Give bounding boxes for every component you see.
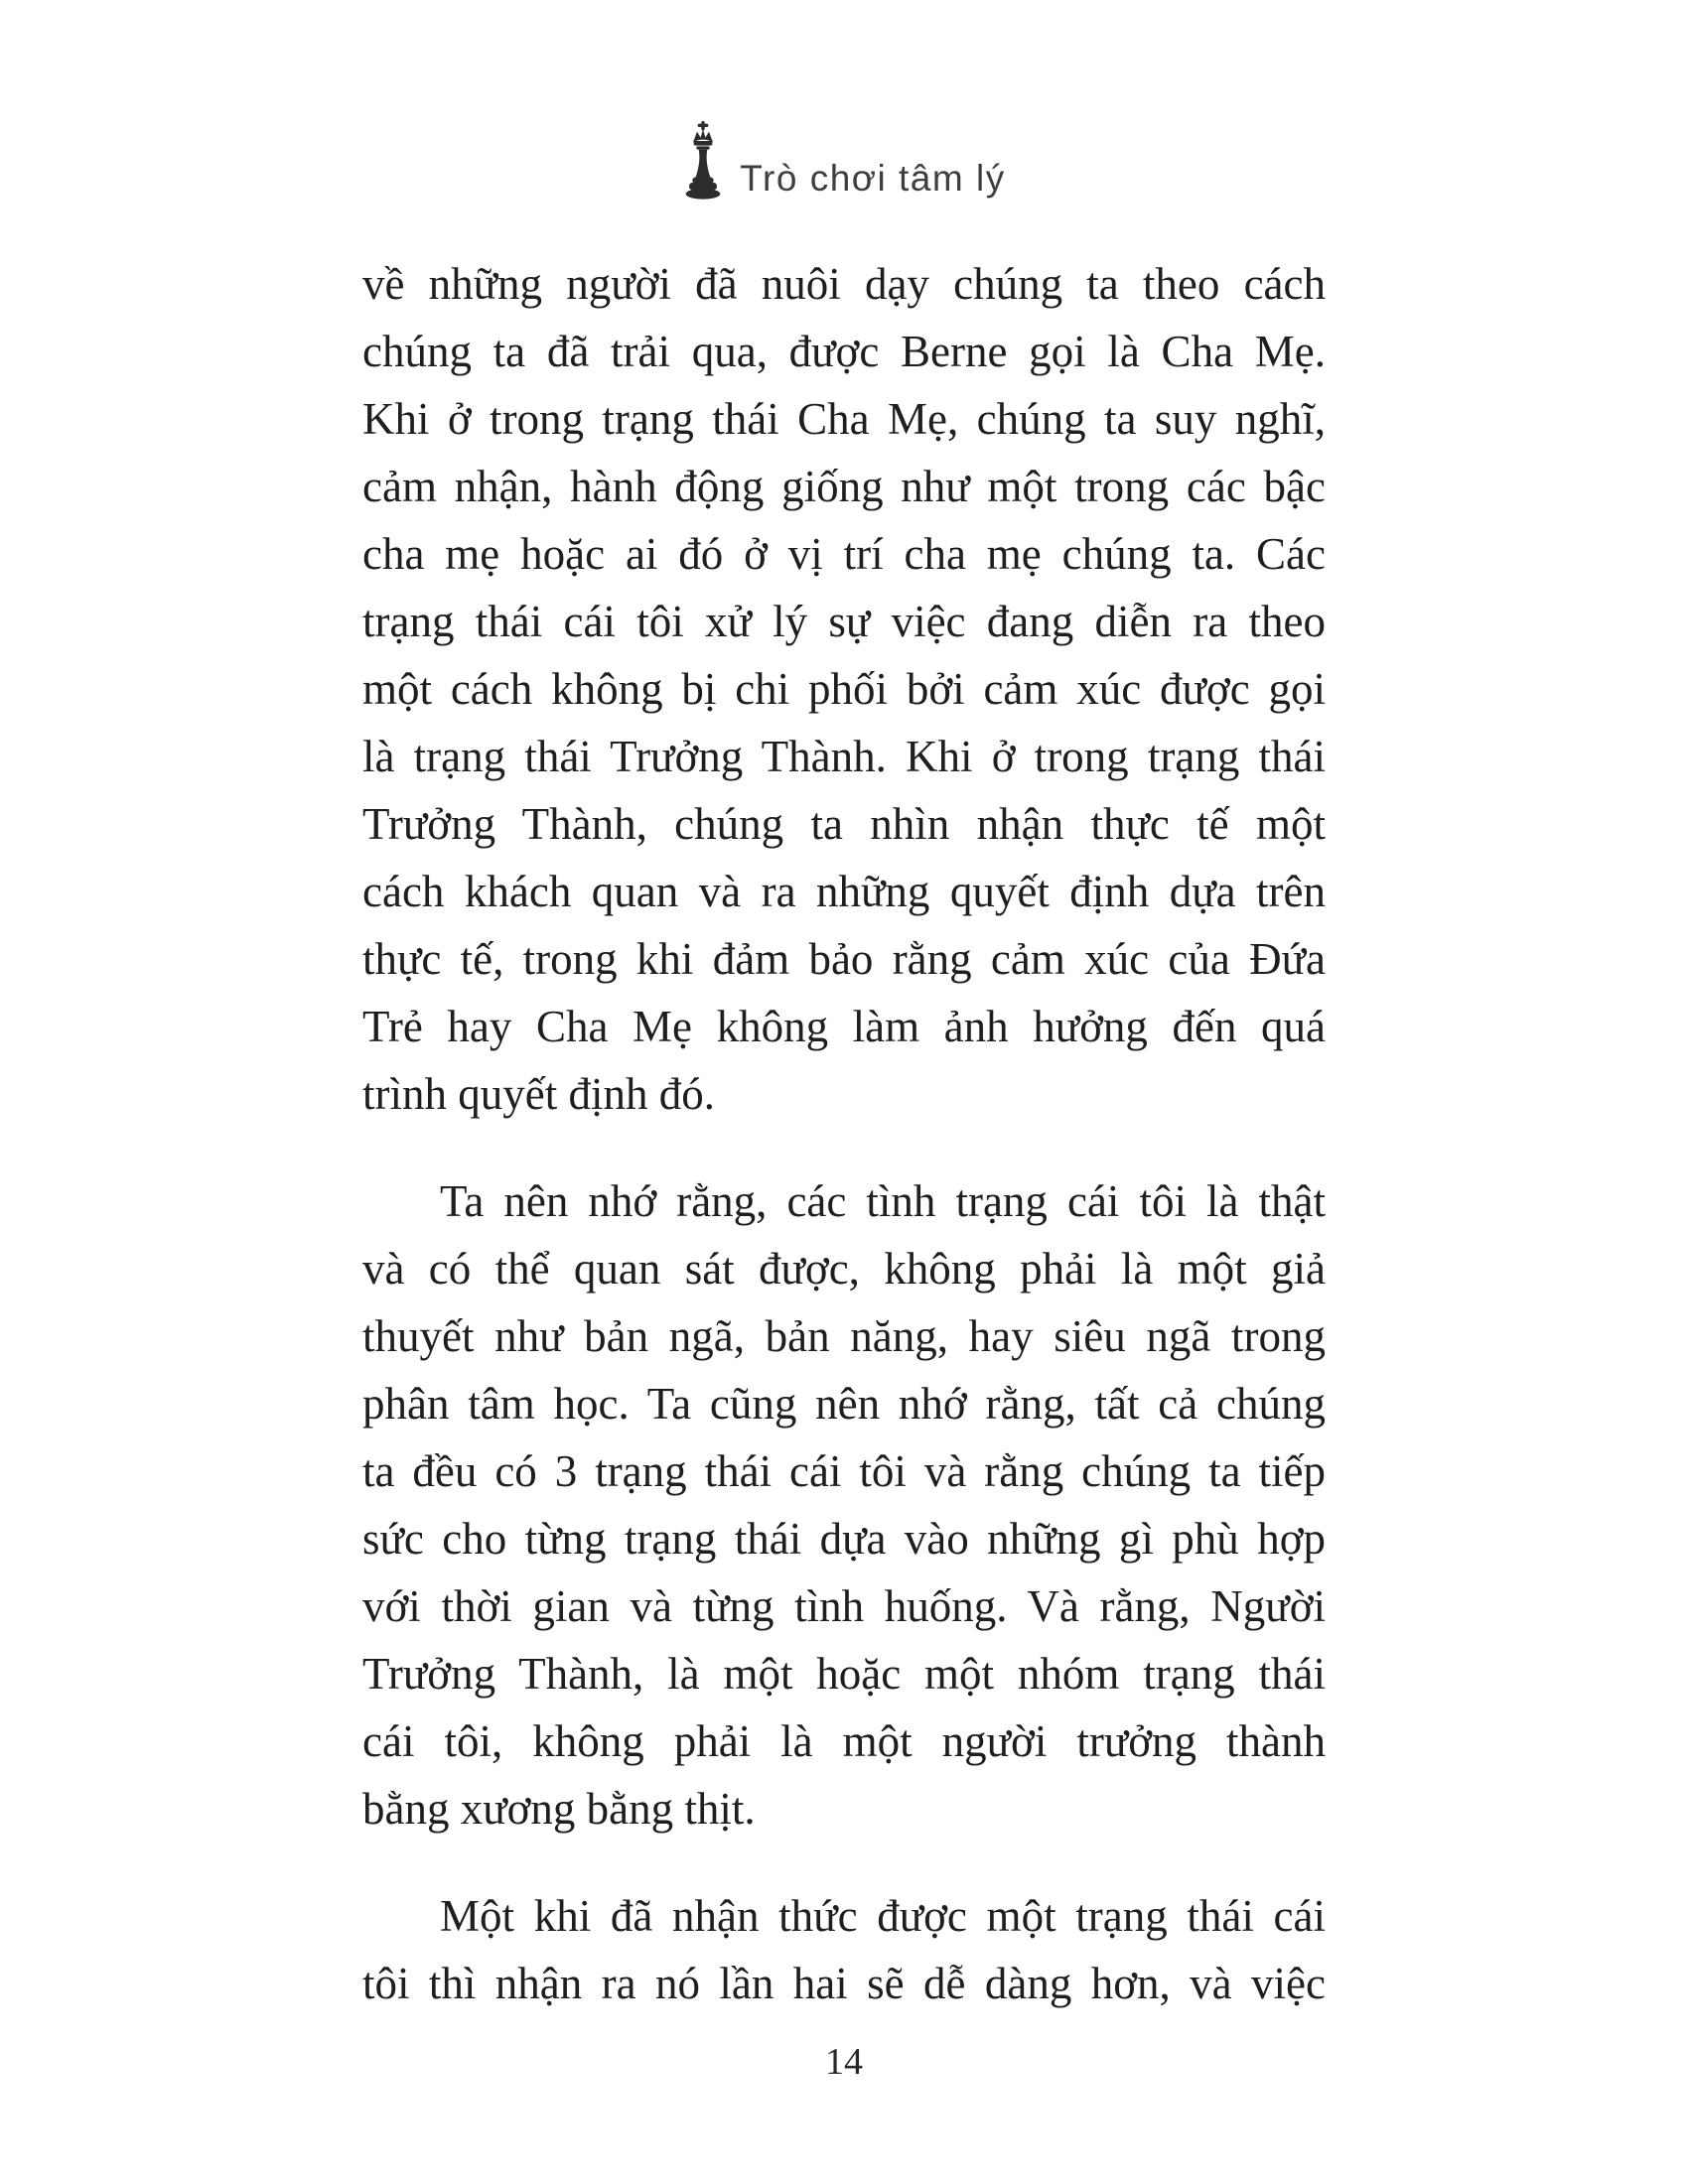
text-line: với thời gian và từng tình huống. Và rằng, Người (362, 1581, 1326, 1631)
text-line: là trạng thái Trưởng Thành. Khi ở trong trạng thái (362, 732, 1326, 781)
text-line: Một khi đã nhận thức được một trạng thái cái (440, 1891, 1326, 1941)
paragraph (362, 1167, 1326, 1843)
text-block (362, 250, 1326, 2017)
text-line: Trẻ hay Cha Mẹ không làm ảnh hưởng đến quá (362, 1002, 1326, 1051)
text-line: Trưởng Thành, là một hoặc một nhóm trạng thái (362, 1649, 1326, 1699)
text-line: Khi ở trong trạng thái Cha Mẹ, chúng ta suy nghĩ, (362, 394, 1326, 444)
running-header-title: Trò chơi tâm lý (740, 158, 1006, 199)
paragraph (362, 250, 1326, 1128)
text-line: cách khách quan và ra những quyết định dựa trên (362, 867, 1326, 916)
text-line: tôi thì nhận ra nó lần hai sẽ dễ dàng hơn, và việc (362, 1959, 1326, 2008)
text-line: về những người đã nuôi dạy chúng ta theo cách (362, 259, 1326, 309)
text-line: thuyết như bản ngã, bản năng, hay siêu ngã trong (362, 1311, 1326, 1361)
text-line: chúng ta đã trải qua, được Berne gọi là Cha Mẹ. (362, 327, 1326, 376)
text-line: ta đều có 3 trạng thái cái tôi và rằng chúng ta tiếp (362, 1446, 1326, 1496)
text-line: trình quyết định đó. (362, 1069, 715, 1119)
text-line: cha mẹ hoặc ai đó ở vị trí cha mẹ chúng ta. Các (362, 529, 1326, 579)
text-line: trạng thái cái tôi xử lý sự việc đang diễn ra theo (362, 597, 1326, 646)
text-line: Ta nên nhớ rằng, các tình trạng cái tôi là thật (440, 1176, 1326, 1226)
text-line: thực tế, trong khi đảm bảo rằng cảm xúc của Đứa (362, 934, 1326, 984)
running-header (0, 121, 1688, 201)
text-line: sức cho từng trạng thái dựa vào những gì phù hợp (362, 1514, 1326, 1564)
chess-king-icon (682, 121, 724, 201)
text-line: cảm nhận, hành động giống như một trong các bậc (362, 462, 1326, 511)
text-line: một cách không bị chi phối bởi cảm xúc được gọi (362, 664, 1326, 714)
text-line: Trưởng Thành, chúng ta nhìn nhận thực tế một (362, 799, 1326, 849)
text-line: cái tôi, không phải là một người trưởng thành (362, 1716, 1326, 1766)
paragraph (362, 1882, 1326, 2017)
text-line: và có thể quan sát được, không phải là một giả (362, 1244, 1326, 1294)
page-number: 14 (825, 2041, 863, 2083)
text-line: bằng xương bằng thịt. (362, 1784, 756, 1834)
text-line: phân tâm học. Ta cũng nên nhớ rằng, tất cả chúng (362, 1379, 1326, 1429)
